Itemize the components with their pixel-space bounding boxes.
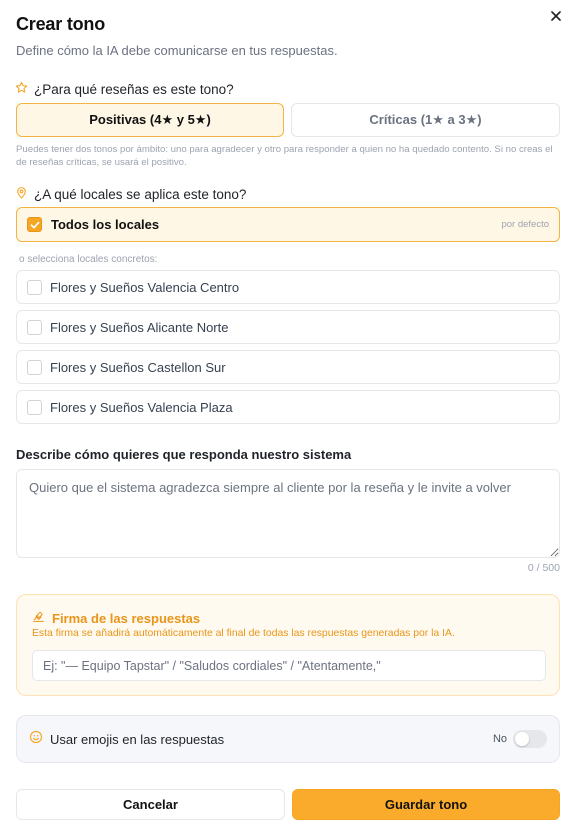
locations-question: ¿A qué locales se aplica este tono? [34,186,247,202]
star-outline-icon [15,81,28,97]
location-checkbox[interactable] [27,400,42,415]
description-textarea[interactable] [16,469,560,558]
location-checkbox[interactable] [27,320,42,335]
location-label: Flores y Sueños Valencia Centro [50,279,240,295]
signature-description: Esta firma se añadirá automáticamente al final de todas las respuestas generadas por la IA. [32,628,455,639]
smiley-icon [29,730,43,749]
signature-title: Firma de las respuestas [52,610,201,626]
all-locations-checkbox[interactable] [27,217,42,232]
default-badge: por defecto [501,219,549,230]
location-item[interactable] [16,310,560,344]
review-type-heading [15,81,234,97]
dialog-subtitle: Define cómo la IA debe comunicarse en tus respuestas. [16,43,338,58]
toggle-knob [515,732,529,746]
location-item[interactable] [16,350,560,384]
location-item[interactable] [16,390,560,424]
emoji-setting-label: Usar emojis en las respuestas [50,731,225,747]
location-label: Flores y Sueños Valencia Plaza [50,399,233,415]
signature-card [16,594,560,696]
all-locations-label: Todos los locales [51,217,160,232]
location-label: Flores y Sueños Alicante Norte [50,319,229,335]
option-positive-reviews[interactable]: Positivas (4★ y 5★) [16,103,284,137]
emoji-setting-row [16,715,560,763]
location-item[interactable] [16,270,560,304]
save-tone-button[interactable]: Guardar tono [292,789,560,820]
review-type-help: Puedes tener dos tonos por ámbito: uno para agradecer y otro para responder a quien no ha quedado contento. Si no creas el de reseñas críticas, se usará el positivo. [16,144,553,168]
close-icon[interactable] [546,6,566,26]
location-checkbox[interactable] [27,280,42,295]
locations-heading [15,186,246,202]
review-type-question: ¿Para qué reseñas es este tono? [34,81,234,97]
signature-icon [32,610,45,626]
all-locations-option[interactable] [16,207,560,242]
character-counter: 0 / 500 [527,562,560,574]
cancel-button[interactable]: Cancelar [16,789,285,820]
signature-heading [32,610,200,626]
dialog-title: Crear tono [16,14,106,34]
option-critical-reviews[interactable]: Críticas (1★ a 3★) [291,103,560,137]
location-label: Flores y Sueños Castellon Sur [50,359,226,375]
map-pin-icon [15,186,28,202]
location-checkbox[interactable] [27,360,42,375]
emoji-toggle[interactable] [513,730,547,748]
emoji-state-label: No [492,733,507,745]
select-specific-hint: o selecciona locales concretos: [19,254,158,265]
description-label: Describe cómo quieres que responda nuestro sistema [16,447,352,462]
signature-input[interactable] [32,650,546,681]
